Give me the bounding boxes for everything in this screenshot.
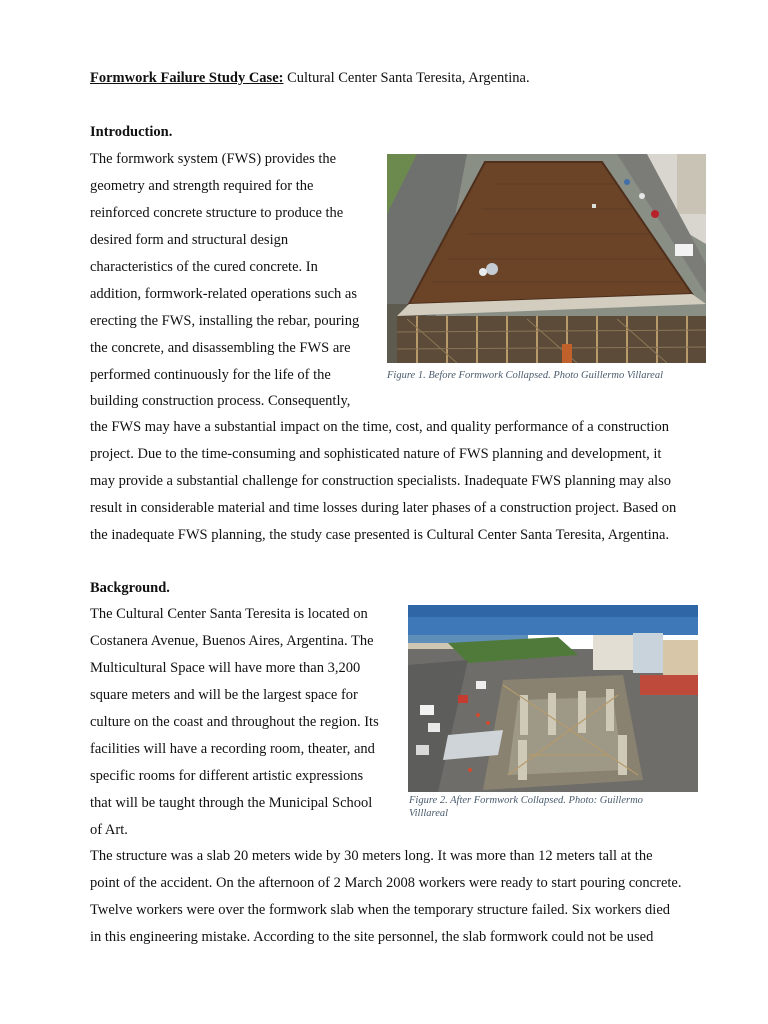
intro-line: the FWS may have a substantial impact on the time, cost, and quality performance of a construction xyxy=(90,419,670,435)
intro-line: characteristics of the cured concrete. In xyxy=(90,259,318,275)
figure-2-caption-line-2: Villlareal xyxy=(409,808,449,819)
document-title xyxy=(90,70,530,87)
title-text: Cultural Center Santa Teresita, Argentina. xyxy=(283,70,530,86)
figure-2-caption-line-1: Figure 2. After Formwork Collapsed. Photo: Guillermo xyxy=(409,795,643,806)
background-line: in this engineering mistake. According to the site personnel, the slab formwork could not be used xyxy=(90,929,654,945)
title-label: Formwork Failure Study Case: xyxy=(90,70,284,86)
intro-line: desired form and structural design xyxy=(90,232,289,248)
figure-1-caption: Figure 1. Before Formwork Collapsed. Photo Guillermo Villareal xyxy=(387,370,663,381)
figure-2-photo xyxy=(408,605,698,792)
background-line: The Cultural Center Santa Teresita is located on xyxy=(90,606,368,622)
intro-line: The formwork system (FWS) provides the xyxy=(90,151,337,167)
figure-1-photo xyxy=(387,154,706,363)
intro-line: the concrete, and disassembling the FWS are xyxy=(90,340,351,356)
before-collapse-image xyxy=(387,154,706,363)
background-heading: Background. xyxy=(90,580,170,596)
background-line: that will be taught through the Municipal School xyxy=(90,795,373,811)
intro-line: building construction process. Consequently, xyxy=(90,393,351,409)
intro-line: erecting the FWS, installing the rebar, pouring xyxy=(90,313,360,329)
intro-line: may provide a substantial challenge for construction specialists. Inadequate FWS planning may also xyxy=(90,473,672,489)
background-line: point of the accident. On the afternoon of 2 March 2008 workers were ready to start pouring concrete. xyxy=(90,875,682,891)
background-line: facilities will have a recording room, theater, and xyxy=(90,741,375,757)
intro-line: result in considerable material and time losses during later phases of a construction project. Based on xyxy=(90,500,677,516)
introduction-heading: Introduction. xyxy=(90,124,173,140)
background-line: square meters and will be the largest space for xyxy=(90,687,358,703)
intro-line: addition, formwork-related operations such as xyxy=(90,286,357,302)
background-line: culture on the coast and throughout the region. Its xyxy=(90,714,379,730)
intro-line: the inadequate FWS planning, the study case presented is Cultural Center Santa Teresita, Argentina. xyxy=(90,527,670,543)
intro-line: reinforced concrete structure to produce the xyxy=(90,205,344,221)
background-line: of Art. xyxy=(90,822,128,838)
intro-line: project. Due to the time-consuming and sophisticated nature of FWS planning and development, it xyxy=(90,446,662,462)
background-line: Multicultural Space will have more than 3,200 xyxy=(90,660,361,676)
background-line: The structure was a slab 20 meters wide by 30 meters long. It was more than 12 meters tall at the xyxy=(90,848,653,864)
after-collapse-image xyxy=(408,605,698,792)
intro-line: geometry and strength required for the xyxy=(90,178,314,194)
intro-line: performed continuously for the life of the xyxy=(90,367,331,383)
background-line: Twelve workers were over the formwork slab when the temporary structure failed. Six workers died xyxy=(90,902,670,918)
background-line: specific rooms for different artistic expressions xyxy=(90,768,364,784)
background-line: Costanera Avenue, Buenos Aires, Argentina. The xyxy=(90,633,374,649)
